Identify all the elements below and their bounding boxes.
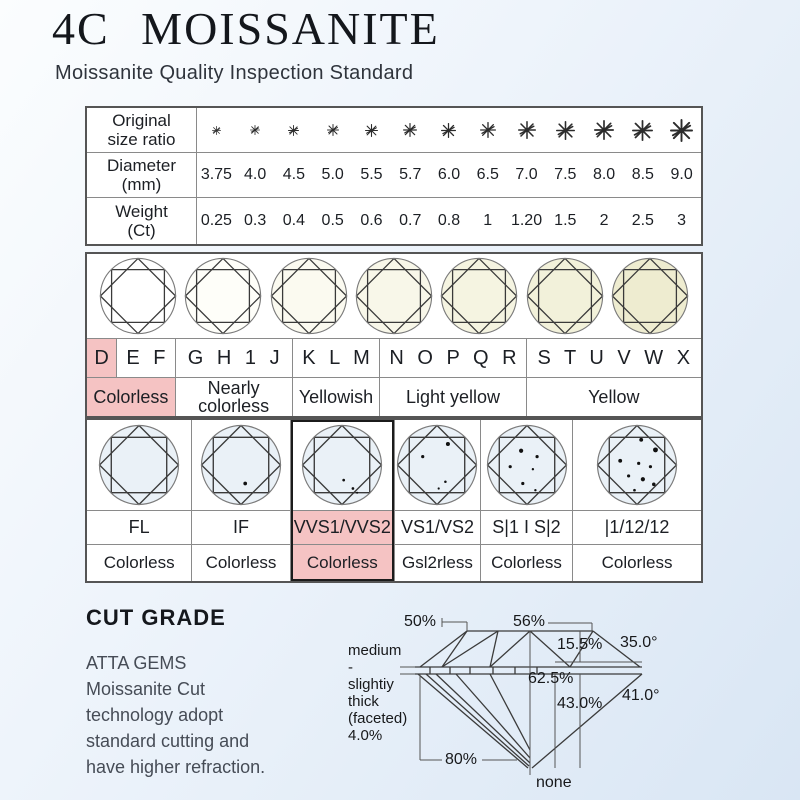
weight-value: 3 [677, 212, 687, 229]
color-category: Yellowish [292, 378, 380, 416]
weight-value: 0.4 [282, 212, 306, 229]
color-category-row [87, 378, 701, 416]
gem-spark-icon [632, 120, 653, 141]
gem-spark-icon [365, 124, 378, 137]
clarity-color-label: Gsl2rless [395, 544, 480, 581]
total-depth-label: 62.5% [528, 670, 574, 687]
color-letter-group: K L M [292, 339, 380, 377]
color-letter-row [87, 339, 701, 378]
weight-value: 2.5 [631, 212, 654, 229]
girdle-description: medium - slightiy thick (faceted) 4.0% [348, 642, 408, 744]
clarity-color-label: Colorless [481, 544, 572, 581]
color-letter-group: N O P Q R [379, 339, 525, 377]
gem-spark-icon [556, 121, 575, 140]
gem-spark-icon [212, 126, 221, 135]
clarity-color-label: Colorless [87, 544, 191, 581]
color-letter-group: G H 1 J [175, 339, 292, 377]
clarity-grade: |1/12/12 [573, 510, 701, 544]
gem-spark-icon [594, 120, 614, 140]
clarity-grade: IF [192, 510, 289, 544]
diameter-value: 5.7 [399, 166, 422, 183]
clarity-column [191, 420, 289, 581]
weight-value: 0.6 [360, 212, 383, 229]
clarity-diamond-icon [97, 423, 181, 507]
diameter-value: 8.0 [592, 166, 616, 183]
clarity-column [480, 420, 572, 581]
color-letter-group: S T U V W X [526, 339, 701, 377]
diamond-top-icon [354, 256, 434, 336]
weight-value: 2 [599, 212, 609, 229]
pavilion-angle-label: 41.0° [622, 687, 660, 704]
clarity-diamond-icon [595, 423, 679, 507]
weight-value: 1.20 [510, 212, 543, 229]
diameter-value: 4.0 [244, 166, 267, 183]
clarity-column-selected [290, 420, 394, 581]
diameter-value: 7.0 [515, 166, 538, 183]
diameter-value: 3.75 [200, 166, 232, 183]
clarity-column [394, 420, 480, 581]
crown-height-label: 15.5% [557, 636, 603, 653]
page-title: 4C MOISSANITE [52, 3, 440, 54]
diameter-value: 7.5 [554, 166, 577, 183]
diamond-top-icon [439, 256, 519, 336]
size-table [85, 106, 703, 246]
clarity-diamond-icon [300, 423, 384, 507]
clarity-diamond-icon [485, 423, 569, 507]
weight-value: 1.5 [554, 212, 577, 229]
color-diamond-row [87, 254, 701, 339]
pavilion-depth-label: 43.0% [557, 695, 603, 712]
crown-width-label: 50% [404, 613, 437, 630]
diameter-value: 6.5 [476, 166, 499, 183]
weight-row [87, 197, 701, 244]
color-letter-group: D [87, 339, 116, 377]
color-letter-group: E F [116, 339, 174, 377]
diamond-top-icon [525, 256, 605, 336]
color-grade-table [85, 252, 703, 418]
weight-value: 0.8 [437, 212, 461, 229]
gem-spark-icon [480, 122, 496, 138]
culet-label: none [536, 774, 572, 791]
clarity-color-label: Colorless [291, 544, 394, 581]
gem-spark-icon [403, 123, 417, 137]
table-width-label: 56% [513, 613, 546, 630]
cut-grade-paragraph: ATTA GEMS Moissanite Cut technology adopt standard cutting and have higher refraction. [86, 653, 266, 777]
gem-spark-icon [670, 119, 693, 142]
diameter-value: 5.0 [321, 166, 344, 183]
color-category: Light yellow [379, 378, 525, 416]
weight-value: 0.25 [200, 212, 232, 229]
weight-label: Weight (Ct) [87, 198, 197, 244]
crown-angle-label: 35.0° [620, 634, 658, 651]
color-category: Colorless [87, 378, 175, 416]
diamond-top-icon [610, 256, 690, 336]
cut-grade-heading: CUT GRADE [86, 605, 226, 630]
diameter-value: 6.0 [437, 166, 461, 183]
weight-value: 1 [483, 212, 493, 229]
gem-spark-icon [288, 125, 299, 136]
gem-spark-icon [518, 121, 536, 139]
color-category: Yellow [526, 378, 701, 416]
clarity-column [572, 420, 701, 581]
diameter-label: Diameter (mm) [87, 153, 197, 197]
diamond-top-icon [98, 256, 178, 336]
size-ratio-label: Original size ratio [87, 108, 197, 152]
diamond-top-icon [183, 256, 263, 336]
clarity-diamond-icon [199, 423, 283, 507]
weight-value: 0.7 [399, 212, 422, 229]
clarity-column [87, 420, 191, 581]
diameter-value: 8.5 [631, 166, 654, 183]
color-category: Nearly colorless [175, 378, 292, 416]
diameter-row [87, 152, 701, 197]
gem-spark-icon [250, 125, 260, 135]
gem-spark-icon [327, 124, 339, 136]
clarity-color-label: Colorless [573, 544, 701, 581]
size-ratio-row [87, 108, 701, 152]
clarity-grade: FL [87, 510, 191, 544]
pavilion-width-label: 80% [445, 751, 478, 768]
clarity-grade: S|1 I S|2 [481, 510, 572, 544]
weight-value: 0.3 [244, 212, 267, 229]
clarity-table [85, 418, 703, 583]
diameter-value: 5.5 [360, 166, 383, 183]
cut-diagram [330, 600, 730, 800]
clarity-grade: VS1/VS2 [395, 510, 480, 544]
weight-value: 0.5 [321, 212, 344, 229]
diameter-value: 9.0 [670, 166, 693, 183]
clarity-color-label: Colorless [192, 544, 289, 581]
gem-spark-icon [441, 123, 456, 138]
clarity-grade: VVS1/VVS2 [291, 510, 394, 544]
clarity-diamond-icon [395, 423, 479, 507]
diameter-value: 4.5 [282, 166, 306, 183]
page-subtitle: Moissanite Quality Inspection Standard [55, 62, 414, 84]
diamond-top-icon [269, 256, 349, 336]
